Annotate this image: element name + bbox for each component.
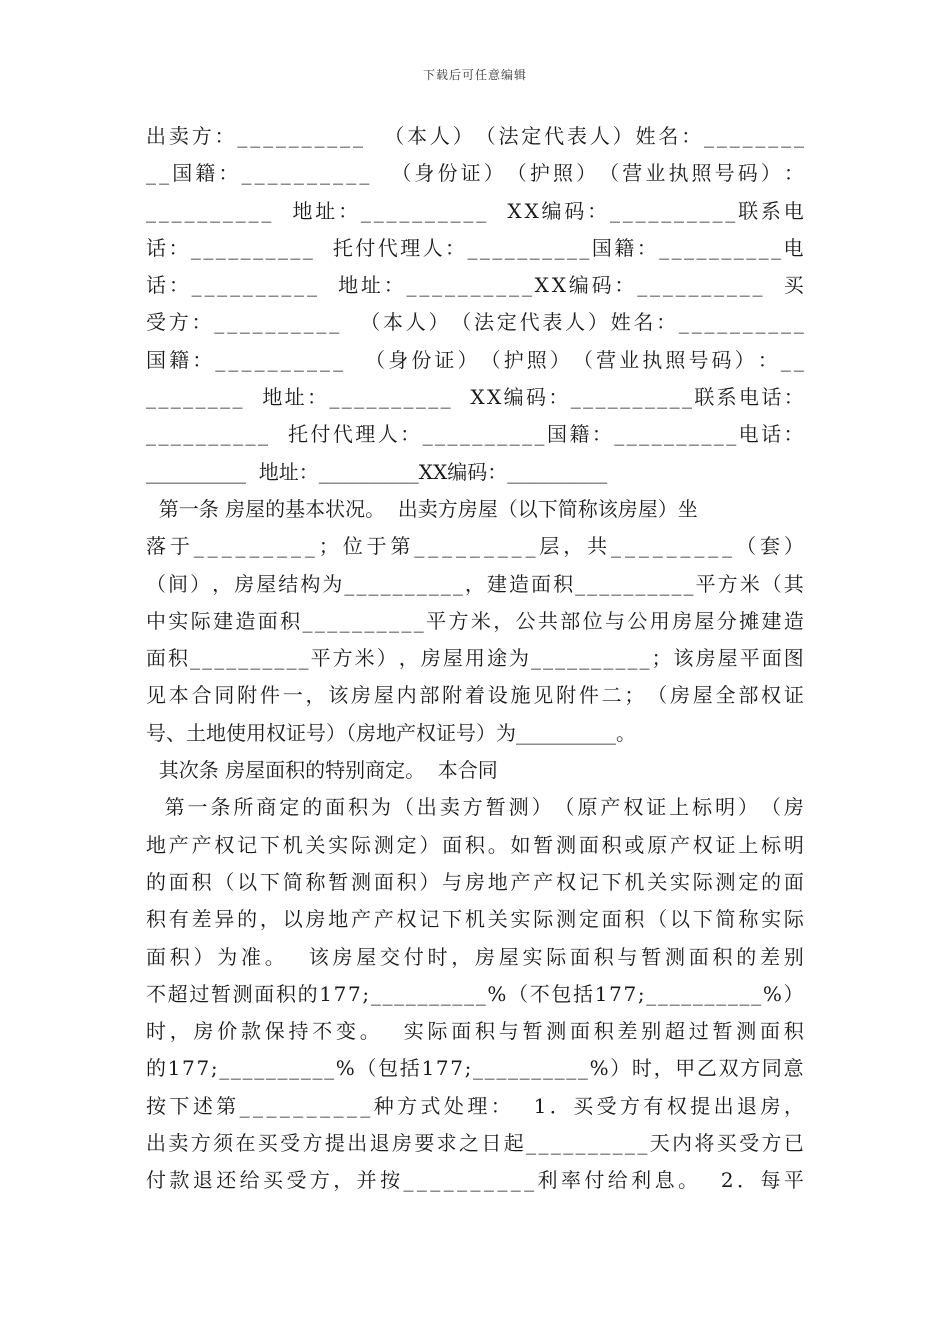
text-line: 不 超 过 暂 测 面 积 的 1 7 7 ; _ _ _ _ _ _ _ _ _ _ % （ 不 包 括 1 7 7 ; _ _ _ _ _ _ _ _ _ _ % ） [146,981,804,1006]
contract-body [146,118,804,1200]
text-line: 按 下 述 第 _ _ _ _ _ _ _ _ _ _ 种 方 式 处 理 ： 1 ． 买 受 方 有 权 提 出 退 房 ， [146,1093,804,1118]
text-line: 话 ： _ _ _ _ _ _ _ _ _ _ 托 付 代 理 人 ： _ _ _ _ _ _ _ _ _ _ 国 籍 ： _ _ _ _ _ _ _ _ _ _ 电 [146,235,804,260]
text-line: 号、土地使用权证号）（房地产权证号）为__________。 [146,720,636,745]
text-line: __________ 地址：__________XX编码：__________ [146,459,608,484]
text-line: 付 款 退 还 给 买 受 方 ， 并 按 _ _ _ _ _ _ _ _ _ _ 利 率 付 给 利 息 。 2 ． 每 平 [146,1168,804,1193]
text-line: （ 间 ） ， 房 屋 结 构 为 _ _ _ _ _ _ _ _ _ _ ， 建 造 面 积 _ _ _ _ _ _ _ _ _ _ 平 方 米 （ 其 [146,571,804,596]
text-line: 的 1 7 7 ; _ _ _ _ _ _ _ _ _ _ % （ 包 括 1 7 7 ; _ _ _ _ _ _ _ _ _ _ % ） 时 ， 甲 乙 双 方 同 意 [146,1056,804,1081]
text-line: 其次条 房屋面积的特别商定。 本合同 [146,758,498,783]
text-line: 受 方 ： _ _ _ _ _ _ _ _ _ _ （ 本 人 ） （ 法 定 代 表 人 ） 姓 名 ： _ _ _ _ _ _ _ _ _ _ [146,310,804,335]
text-line: _ _ 国 籍 ： _ _ _ _ _ _ _ _ _ _ （ 身 份 证 ） （ 护 照 ） （ 营 业 执 照 号 码 ） ： [146,161,804,186]
text-line: 话 ： _ _ _ _ _ _ _ _ _ _ 地 址 ： _ _ _ _ _ _ _ _ _ _ X X 编 码 ： _ _ _ _ _ _ _ _ _ _ 买 [146,273,804,298]
text-line: 积 有 差 异 的 ， 以 房 地 产 产 权 记 下 机 关 实 际 测 定 面 积 （ 以 下 简 称 实 际 [146,907,804,932]
text-line: 面 积 ） 为 准 。 该 房 屋 交 付 时 ， 房 屋 实 际 面 积 与 暂 测 面 积 的 差 别 [146,944,804,969]
text-line: 时 ， 房 价 款 保 持 不 变 。 实 际 面 积 与 暂 测 面 积 差 别 超 过 暂 测 面 积 [146,1019,804,1044]
text-line: 出 卖 方 ： _ _ _ _ _ _ _ _ _ _ （ 本 人 ） （ 法 定 代 表 人 ） 姓 名 ： _ _ _ _ _ _ _ _ [146,124,804,148]
text-line: 出 卖 方 须 在 买 受 方 提 出 退 房 要 求 之 日 起 _ _ _ _ _ _ _ _ _ _ 天 内 将 买 受 方 已 [146,1131,804,1156]
text-line: 第 一 条 所 商 定 的 面 积 为 （ 出 卖 方 暂 测 ） （ 原 产 权 证 上 标 明 ） （ 房 [164,795,804,820]
text-line: _ _ _ _ _ _ _ _ _ _ 地 址 ： _ _ _ _ _ _ _ _ _ _ X X 编 码 ： _ _ _ _ _ _ _ _ _ _ 联 系 电 [146,198,804,223]
text-line: 中 实 际 建 造 面 积 _ _ _ _ _ _ _ _ _ _ 平 方 米 ， 公 共 部 位 与 公 用 房 屋 分 摊 建 造 [146,608,804,633]
text-line: 见 本 合 同 附 件 一 ， 该 房 屋 内 部 附 着 设 施 见 附 件 二 ； （ 房 屋 全 部 权 证 [146,683,804,708]
text-line: 地 产 产 权 记 下 机 关 实 际 测 定 ） 面 积 。 如 暂 测 面 积 或 原 产 权 证 上 标 明 [146,832,804,857]
text-line: 国 籍 ： _ _ _ _ _ _ _ _ _ _ （ 身 份 证 ） （ 护 照 ） （ 营 业 执 照 号 码 ） ： _ _ [146,347,804,372]
text-line: 的 面 积 （ 以 下 简 称 暂 测 面 积 ） 与 房 地 产 产 权 记 下 机 关 实 际 测 定 的 面 [146,869,804,894]
text-line: 第一条 房屋的基本状况。 出卖方房屋（以下简称该房屋）坐 [146,496,698,521]
text-line: _ _ _ _ _ _ _ _ 地 址 ： _ _ _ _ _ _ _ _ _ _ X X 编 码 ： _ _ _ _ _ _ _ _ _ _ 联 系 电 话 ： [146,385,804,410]
text-line: 落 于 _ _ _ _ _ _ _ _ _ ； 位 于 第 _ _ _ _ _ _ _ _ _ 层 ， 共 _ _ _ _ _ _ _ _ _ （ 套 ） [146,534,804,559]
text-line: _ _ _ _ _ _ _ _ _ _ 托 付 代 理 人 ： _ _ _ _ _ _ _ _ _ _ 国 籍 ： _ _ _ _ _ _ _ _ _ _ 电 话 ： [146,422,804,447]
page-header: 下载后可任意编辑 [422,68,527,82]
text-line: 面 积 _ _ _ _ _ _ _ _ _ _ 平 方 米 ） ， 房 屋 用 途 为 _ _ _ _ _ _ _ _ _ _ ； 该 房 屋 平 面 图 [146,646,804,671]
